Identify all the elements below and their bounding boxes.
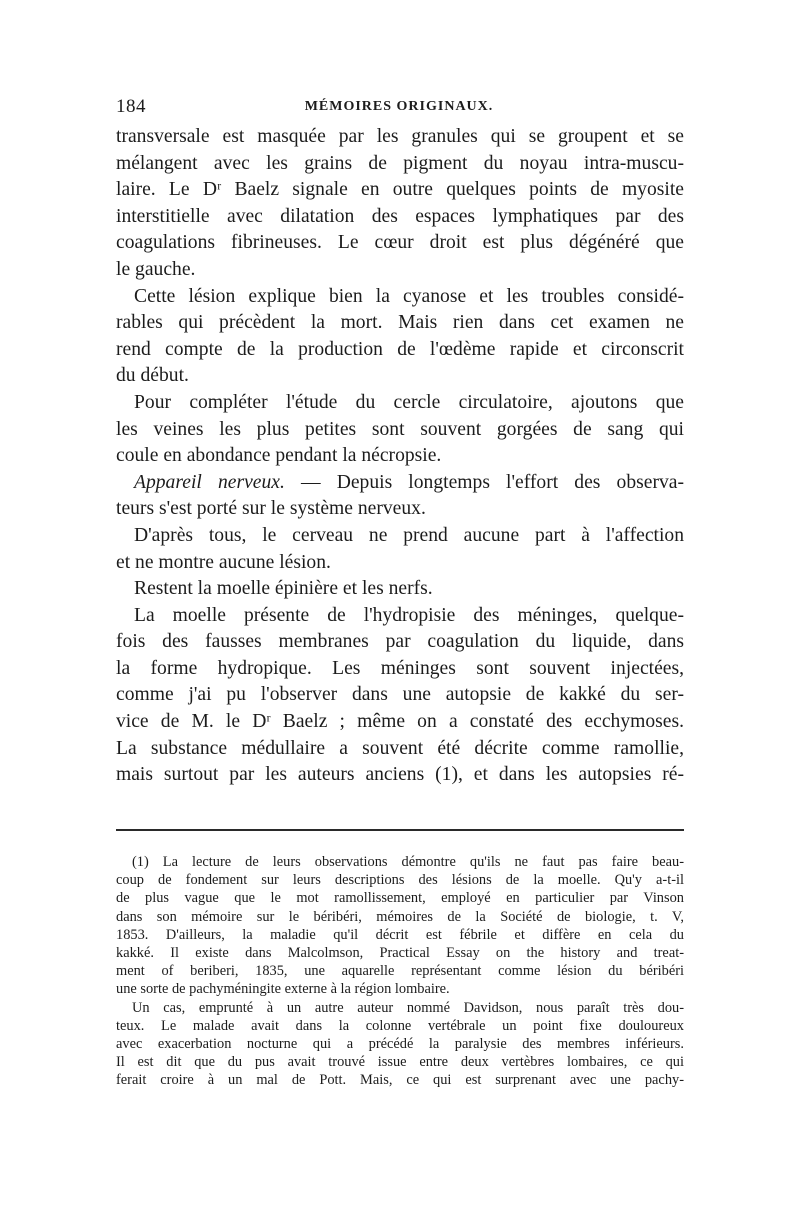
text-line bbox=[116, 470, 684, 497]
text-line: rables qui précèdent la mort. Mais rien dans cet examen ne bbox=[116, 312, 684, 334]
text-line-continuation: — Depuis longtemps l'effort des observa- bbox=[300, 471, 684, 493]
footnote-line: ment of beriberi, 1835, une aquarelle représentant comme lésion du béribéri bbox=[116, 963, 684, 980]
text-line: les veines les plus petites sont souvent gorgées de sang qui bbox=[116, 418, 684, 440]
text-line: du début. bbox=[116, 365, 189, 387]
page-number: 184 bbox=[116, 96, 146, 117]
text-line: La substance médullaire a souvent été décrite comme ramollie, bbox=[116, 737, 684, 759]
footnotes bbox=[116, 853, 684, 1089]
footnote-line: avec exacerbation nocturne qui a précédé la paralysie des membres inférieurs. bbox=[116, 1035, 684, 1052]
footnote-line: de plus vague que le mot ramollissement, employé en particulier par Vinson bbox=[116, 890, 684, 907]
text-line: transversale est masquée par les granules qui se groupent et se bbox=[116, 126, 684, 147]
text-line: et ne montre aucune lésion. bbox=[116, 551, 331, 573]
text-line: mais surtout par les auteurs anciens (1), et dans les autopsies ré- bbox=[116, 764, 684, 786]
text-line: laire. Le Dʳ Baelz signale en outre quelques points de myosite bbox=[116, 179, 684, 201]
footnote-line: Un cas, emprunté à un autre auteur nommé Davidson, nous paraît très dou- bbox=[132, 999, 684, 1016]
section-heading: Appareil nerveux. bbox=[134, 471, 285, 493]
footnote-line: coup de fondement sur leurs descriptions des lésions de la moelle. Qu'y a-t-il bbox=[116, 872, 684, 889]
text-line: Pour compléter l'étude du cercle circulatoire, ajoutons que bbox=[134, 391, 684, 413]
text-line: La moelle présente de l'hydropisie des méninges, quelque- bbox=[134, 604, 684, 626]
footnote-line: (1) La lecture de leurs observations démontre qu'ils ne faut pas faire beau- bbox=[132, 854, 684, 870]
text-line: la forme hydropique. Les méninges sont souvent injectées, bbox=[116, 657, 684, 679]
footnote-line: Il est dit que du pus avait trouvé issue entre deux vertèbres lombaires, ce qui bbox=[116, 1054, 684, 1071]
main-text bbox=[116, 124, 684, 789]
text-line: interstitielle avec dilatation des espaces lymphatiques par des bbox=[116, 205, 684, 227]
text-line: comme j'ai pu l'observer dans une autopsie de kakké du ser- bbox=[116, 684, 684, 706]
footnote-line: dans son mémoire sur le béribéri, mémoires de la Société de biologie, t. V, bbox=[116, 908, 684, 925]
footnote-line: une sorte de pachyméningite externe à la région lombaire. bbox=[116, 981, 450, 998]
footnote-line: kakké. Il existe dans Malcolmson, Practical Essay on the history and treat- bbox=[116, 944, 684, 961]
text-line: D'après tous, le cerveau ne prend aucune part à l'affection bbox=[134, 524, 684, 546]
footnote-line: teux. Le malade avait dans la colonne vertébrale un point fixe douloureux bbox=[116, 1017, 684, 1034]
page-header bbox=[116, 96, 682, 120]
text-line: rend compte de la production de l'œdème rapide et circonscrit bbox=[116, 338, 684, 360]
text-line: vice de M. le Dʳ Baelz ; même on a constaté des ecchymoses. bbox=[116, 711, 684, 733]
text-line: mélangent avec les grains de pigment du noyau intra-muscu- bbox=[116, 152, 684, 174]
text-line: le gauche. bbox=[116, 258, 196, 280]
text-line: teurs s'est porté sur le système nerveux. bbox=[116, 498, 426, 520]
text-line: coule en abondance pendant la nécropsie. bbox=[116, 445, 442, 467]
text-line: coagulations fibrineuses. Le cœur droit est plus dégénéré que bbox=[116, 232, 684, 254]
text-line: Restent la moelle épinière et les nerfs. bbox=[134, 578, 433, 600]
footnote-line: 1853. D'ailleurs, la maladie qu'il décrit est fébrile et diffère en cela du bbox=[116, 926, 684, 943]
text-line: fois des fausses membranes par coagulation du liquide, dans bbox=[116, 631, 684, 653]
footnote-divider bbox=[116, 829, 684, 831]
footnote-line: ferait croire à un mal de Pott. Mais, ce qui est surprenant avec une pachy- bbox=[116, 1072, 684, 1089]
text-line: Cette lésion explique bien la cyanose et les troubles considé- bbox=[134, 285, 684, 307]
running-head: MÉMOIRES ORIGINAUX. bbox=[304, 99, 494, 114]
